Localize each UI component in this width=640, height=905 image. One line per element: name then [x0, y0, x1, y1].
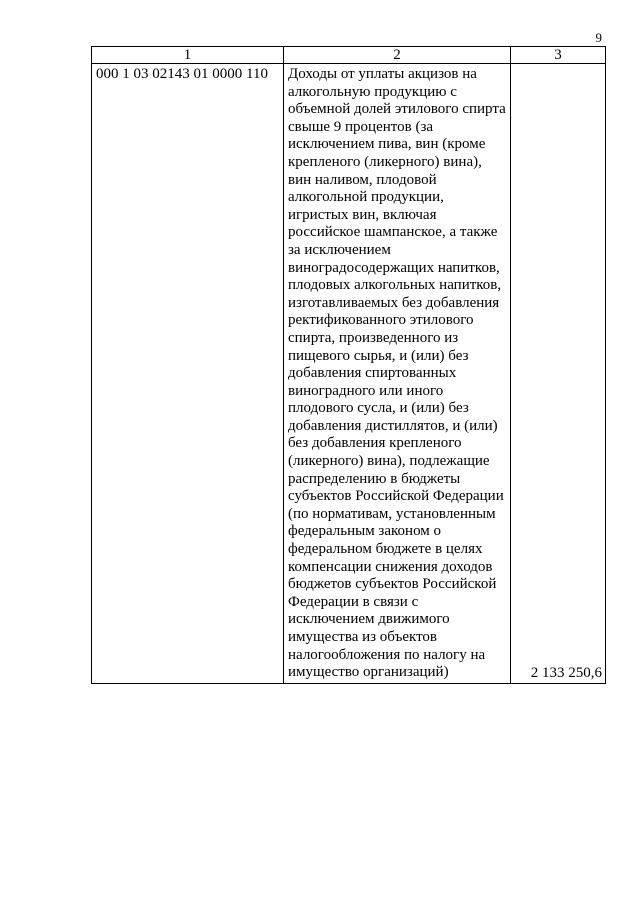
- table-header-row: [92, 47, 606, 64]
- table-row: [92, 64, 606, 684]
- column-header-2: 2: [284, 47, 511, 64]
- page-number: 9: [595, 30, 602, 45]
- revenue-table: [91, 46, 606, 684]
- column-header-3: 3: [511, 47, 606, 64]
- revenue-code-cell: 000 1 03 02143 01 0000 110: [92, 64, 284, 684]
- column-header-1: 1: [92, 47, 284, 64]
- revenue-amount-cell: 2 133 250,6: [511, 64, 606, 684]
- revenue-name-cell: Доходы от уплаты акцизов на алкогольную продукцию с объемной долей этилового спирта свыше 9 процентов (за исключением пива, вин (кроме крепленого (ликерного) вина), вин наливом, плодовой алкогольной продукции, игристых вин, включая российское шампанское, а также за исключением виноградосодержащих напитков, плодовых алкогольных напитков, изготавливаемых без добавления ректификованного этилового спирта, произведенного из пищевого сырья, и (или) без добавления спиртованных виноградного или иного плодового сусла, и (или) без добавления дистиллятов, и (или) без добавления крепленого (ликерного) вина), подлежащие распределению в бюджеты субъектов Российской Федерации (по нормативам, установленным федеральным законом о федеральном бюджете в целях компенсации снижения доходов бюджетов субъектов Российской Федерации в связи с исключением движимого имущества из объектов налогообложения по налогу на имущество организаций): [284, 64, 511, 684]
